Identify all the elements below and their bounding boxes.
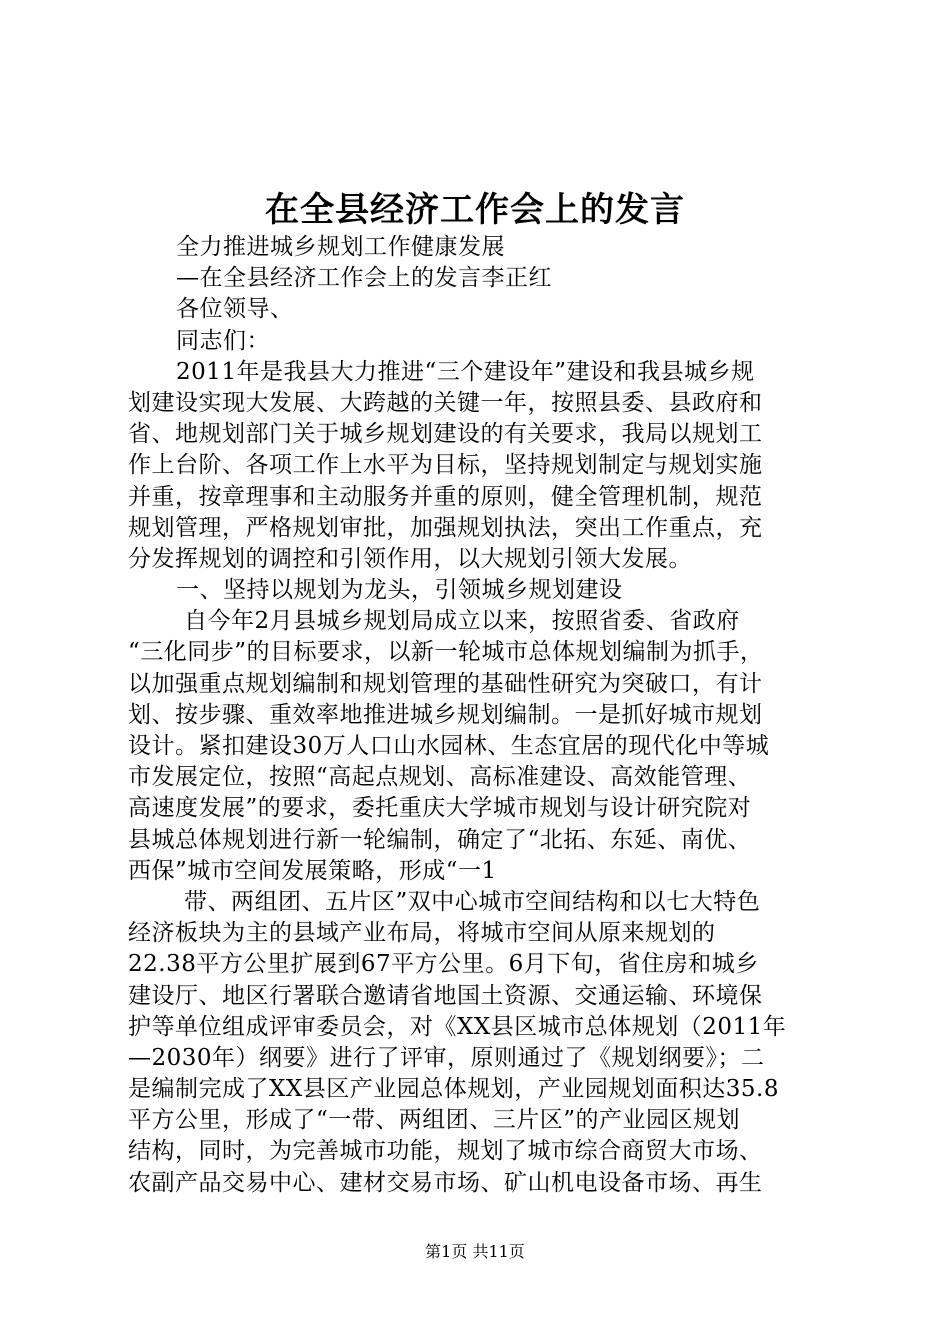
paragraph-line: 划、按步骤、重效率地推进城乡规划编制。一是抓好城市规划 (128, 701, 763, 728)
paragraph-line: 护等单位组成评审委员会，对《XX县区城市总体规划（2011年 (128, 1013, 787, 1040)
paragraph-line: 结构，同时，为完善城市功能，规划了城市综合商贸大市场、 (128, 1138, 763, 1165)
paragraph-line: —2030年）纲要》进行了评审，原则通过了《规划纲要》；二 (128, 1044, 765, 1071)
paragraph-line: 建设厅、地区行署联合邀请省地国土资源、交通运输、环境保 (128, 982, 763, 1009)
paragraph-line: 以加强重点规划编制和规划管理的基础性研究为突破口，有计 (128, 670, 763, 697)
paragraph-line: 是编制完成了XX县区产业园总体规划，产业园规划面积达35.8 (128, 1076, 779, 1103)
paragraph-line: 市发展定位，按照“高起点规划、高标准建设、高效能管理、 (128, 764, 752, 791)
paragraph-line: 县城总体规划进行新一轮编制，确定了“北拓、东延、南优、 (128, 826, 752, 853)
paragraph-line: 自今年2月县城乡规划局成立以来，按照省委、省政府 (184, 608, 740, 635)
paragraph-line: 西保”城市空间发展策略，形成“一1 (128, 857, 497, 884)
paragraph-line: “三化同步”的目标要求，以新一轮城市总体规划编制为抓手， (128, 639, 764, 666)
paragraph-line: 经济板块为主的县域产业布局，将城市空间从原来规划的 (128, 920, 716, 947)
paragraph-line: 带、两组团、五片区”双中心城市空间结构和以七大特色 (184, 888, 761, 915)
document-title: 在全县经济工作会上的发言 (265, 190, 685, 230)
paragraph-line: 高速度发展”的要求，委托重庆大学城市规划与设计研究院对 (128, 795, 752, 822)
salutation-line: 各位领导、 (176, 296, 294, 323)
page-number: 第1页 共11页 (425, 1242, 525, 1261)
paragraph-line: 设计。紧扣建设30万人口山水园林、生态宜居的现代化中等城 (128, 733, 770, 759)
paragraph-line: 2011年是我县大力推进“三个建设年”建设和我县城乡规 (176, 358, 755, 385)
paragraph-line: 划建设实现大发展、大跨越的关键一年，按照县委、县政府和 (128, 389, 763, 416)
paragraph-line: 平方公里，形成了“一带、两组团、三片区”的产业园区规划 (128, 1107, 741, 1134)
document-body (128, 232, 838, 1199)
paragraph-line: 农副产品交易中心、建材交易市场、矿山机电设备市场、再生 (128, 1169, 763, 1196)
paragraph-line: 规划管理，严格规划审批，加强规划执法，突出工作重点，充 (128, 514, 763, 541)
paragraph-line: 省、地规划部门关于城乡规划建设的有关要求，我局以规划工 (128, 421, 763, 448)
section-heading: 一、坚持以规划为龙头，引领城乡规划建设 (176, 577, 623, 604)
speaker-line: —在全县经济工作会上的发言李正红 (176, 265, 552, 292)
paragraph-line: 作上台阶、各项工作上水平为目标，坚持规划制定与规划实施 (128, 452, 763, 479)
salutation-line: 同志们： (176, 327, 270, 354)
paragraph-line: 并重，按章理事和主动服务并重的原则，健全管理机制，规范 (128, 483, 763, 510)
paragraph-line: 分发挥规划的调控和引领作用，以大规划引领大发展。 (128, 545, 692, 572)
subtitle-line: 全力推进城乡规划工作健康发展 (176, 234, 505, 260)
paragraph-line: 22.38平方公里扩展到67平方公里。6月下旬，省住房和城乡 (128, 951, 759, 978)
